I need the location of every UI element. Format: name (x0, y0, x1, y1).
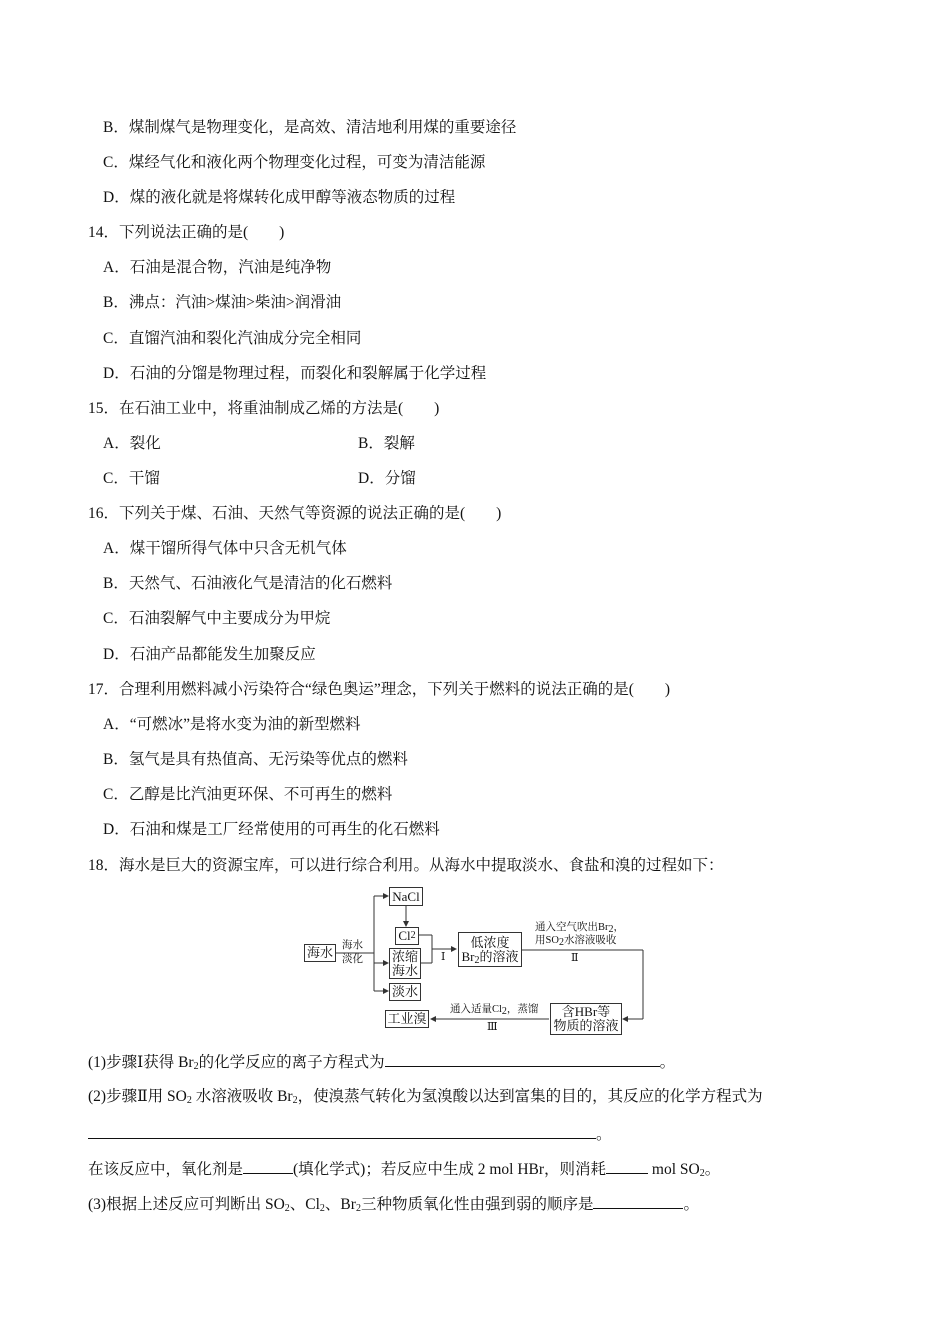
q17-stem: 17．合理利用燃料减小污染符合“绿色奥运”理念，下列关于燃料的说法正确的是( ) (88, 681, 671, 698)
industrial-bromine-box: 工业溴 (385, 1010, 429, 1028)
option-letter: A． (103, 716, 130, 733)
subscript: 2 (292, 1095, 298, 1106)
freshwater-box: 淡水 (389, 983, 421, 1001)
step-2-label-line2 (535, 935, 616, 947)
desalination-label-top: 海水 (342, 940, 363, 951)
low-conc-top-text: 低浓度 (470, 934, 510, 950)
cl2-box: Cl 2 (395, 927, 419, 945)
concentrated-seawater-box (389, 948, 421, 979)
text: 、Br (324, 1196, 356, 1213)
q17-option-a (103, 715, 360, 735)
text: 。 (683, 1196, 699, 1213)
hbr-top-text: 含HBr等 (561, 1004, 611, 1019)
q14-option-c (103, 329, 361, 349)
step-3-label: Ⅲ (487, 1021, 498, 1033)
q15-option-a (103, 434, 161, 454)
answer-blank[interactable] (88, 1124, 596, 1139)
text: 、Cl (289, 1196, 320, 1213)
option-letter: B． (103, 119, 129, 136)
q14-stem: 14．下列说法正确的是( ) (88, 224, 285, 241)
option-text: 煤制煤气是物理变化，是高效、清洁地利用煤的重要途径 (128, 119, 517, 136)
hbr-solution-box (550, 1003, 622, 1035)
option-letter: D． (103, 646, 130, 663)
option-letter: D． (358, 470, 385, 487)
option-letter: B． (103, 294, 129, 311)
text: ，使溴蒸气转化为氢溴酸以达到富集的目的，其反应的化学方程式为 (297, 1088, 763, 1105)
subscript: 2 (699, 1168, 705, 1179)
subscript: 2 (355, 1203, 361, 1214)
option-text: 分馏 (384, 470, 416, 487)
q15-stem: 15．在石油工业中，将重油制成乙烯的方法是( ) (88, 400, 440, 417)
option-text: 煤干馏所得气体中只含无机气体 (129, 540, 347, 557)
q16-option-c (103, 609, 330, 629)
q18-part2-followup (88, 1159, 720, 1180)
step-3-label-text (450, 1004, 538, 1016)
option-text: “可燃冰”是将水变为油的新型燃料 (129, 716, 361, 733)
option-letter: A． (103, 259, 130, 276)
q15-option-c (103, 469, 160, 489)
hbr-bottom-text: 物质的溶液 (553, 1018, 619, 1033)
text: 。 (659, 1054, 676, 1071)
desalination-label-bottom: 淡化 (342, 954, 363, 965)
option-text: 石油是混合物，汽油是纯净物 (129, 259, 332, 276)
option-letter: D． (103, 189, 130, 206)
q17-option-b (103, 750, 408, 770)
q14-option-d (103, 364, 486, 384)
q18-part1 (88, 1052, 675, 1073)
text: 的化学反应的离子方程式为 (198, 1054, 385, 1071)
conc-top-text: 浓缩 (391, 948, 418, 964)
q16-option-d (103, 645, 316, 665)
option-letter: B． (103, 575, 129, 592)
q13-option-d (103, 188, 455, 208)
conc-bottom-text: 海水 (391, 962, 418, 978)
option-letter: A． (103, 540, 130, 557)
text: ，蒸馏 (506, 1004, 539, 1015)
option-letter: B． (103, 751, 129, 768)
text: mol SO (648, 1161, 700, 1178)
q17-option-c (103, 785, 392, 805)
q15-option-d (358, 469, 416, 489)
text: 。 (704, 1161, 721, 1178)
text: 用SO (535, 935, 559, 946)
option-text: 裂化 (129, 435, 161, 452)
q15-option-b (358, 434, 415, 454)
q18-part2 (88, 1087, 763, 1107)
low-conc-bottom-text (461, 950, 518, 964)
seawater-box: 海水 (304, 944, 336, 962)
option-letter: C． (103, 154, 129, 171)
text: 。 (596, 1126, 612, 1143)
step-1-label: Ⅰ (441, 951, 446, 963)
q13-option-b (103, 118, 516, 138)
seawater-process-diagram (295, 880, 665, 1040)
option-text: 煤的液化就是将煤转化成甲醇等液态物质的过程 (129, 189, 456, 206)
step-2-label-line1 (535, 922, 624, 934)
text: (填化学式)；若反应中生成 2 mol HBr，则消耗 (293, 1161, 607, 1178)
option-text: 氢气是具有热值高、无污染等优点的燃料 (128, 751, 408, 768)
subscript: 2 (608, 924, 614, 935)
option-letter: C． (103, 330, 129, 347)
option-letter: B． (358, 435, 384, 452)
q13-option-c (103, 153, 485, 173)
option-letter: C． (103, 470, 129, 487)
oxidizer-blank[interactable] (243, 1159, 293, 1174)
text: 水溶液吸收 Br (191, 1088, 293, 1105)
option-letter: D． (103, 365, 130, 382)
option-letter: C． (103, 786, 129, 803)
text: (1)步骤Ⅰ获得 Br (88, 1054, 194, 1071)
nacl-box: NaCl (389, 887, 423, 906)
option-letter: A． (103, 435, 130, 452)
text: 在该反应中，氧化剂是 (88, 1161, 244, 1178)
q16-option-a (103, 539, 347, 559)
option-text: 沸点：汽油>煤油>柴油>润滑油 (128, 294, 342, 311)
text: 水溶液吸收 (563, 935, 617, 946)
q18-stem: 18．海水是巨大的资源宝库，可以进行综合利用。从海水中提取淡水、食盐和溴的过程如下： (88, 857, 724, 874)
subscript: 2 (319, 1203, 325, 1214)
text: 三种物质氧化性由强到弱的顺序是 (360, 1196, 594, 1213)
option-text: 裂解 (383, 435, 415, 452)
option-text: 乙醇是比汽油更环保、不可再生的燃料 (128, 786, 393, 803)
step-2-label: Ⅱ (571, 952, 579, 964)
text: ， (613, 922, 624, 933)
low-conc-br2-box (458, 932, 522, 967)
so2-moles-blank[interactable] (606, 1159, 648, 1174)
subscript: 2 (193, 1061, 199, 1072)
subscript: 2 (186, 1095, 192, 1106)
q14-option-a (103, 258, 331, 278)
option-text: 石油裂解气中主要成分为甲烷 (128, 610, 331, 627)
option-text: 石油和煤是工厂经常使用的可再生的化石燃料 (129, 821, 440, 838)
text: 通入适量Cl (450, 1004, 502, 1015)
text: 通入空气吹出Br (535, 922, 609, 933)
option-text: 石油的分馏是物理过程，而裂化和裂解属于化学过程 (129, 365, 487, 382)
q14-option-b (103, 293, 341, 313)
q18-part2-answer-line (88, 1124, 612, 1145)
solution-text: 的溶液 (479, 948, 519, 964)
cl2-text: Cl (398, 928, 411, 943)
answer-blank[interactable] (385, 1052, 660, 1067)
option-text: 天然气、石油液化气是清洁的化石燃料 (128, 575, 393, 592)
option-text: 煤经气化和液化两个物理变化过程，可变为清洁能源 (128, 154, 486, 171)
answer-blank[interactable] (593, 1194, 683, 1209)
option-letter: D． (103, 821, 130, 838)
text: (2)步骤Ⅱ用 SO (88, 1088, 187, 1105)
q17-option-d (103, 820, 440, 840)
br-text: Br (461, 948, 475, 964)
q16-option-b (103, 574, 392, 594)
text: (3)根据上述反应可判断出 SO (88, 1196, 285, 1213)
q16-stem: 16．下列关于煤、石油、天然气等资源的说法正确的是( ) (88, 505, 502, 522)
subscript: 2 (501, 1006, 507, 1017)
option-text: 干馏 (128, 470, 160, 487)
subscript: 2 (284, 1203, 290, 1214)
option-text: 直馏汽油和裂化汽油成分完全相同 (128, 330, 362, 347)
subscript: 2 (474, 954, 480, 966)
subscript: 2 (558, 937, 564, 948)
q18-part3 (88, 1194, 699, 1215)
option-letter: C． (103, 610, 129, 627)
option-text: 石油产品都能发生加聚反应 (129, 646, 316, 663)
